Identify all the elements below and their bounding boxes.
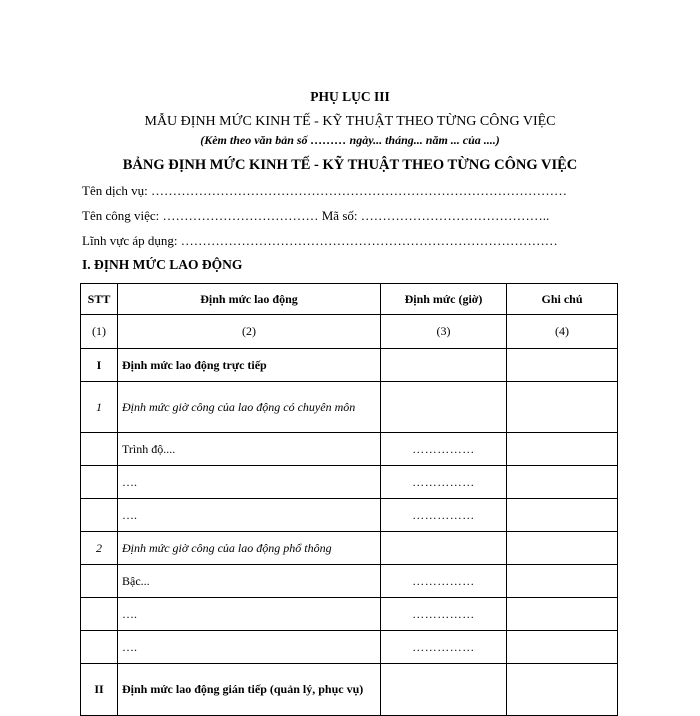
row-stt (81, 631, 118, 664)
row-description: Định mức giờ công của lao động có chuyên môn (118, 382, 381, 433)
row-value: …………… (381, 565, 507, 598)
col-number: (4) (507, 315, 618, 349)
row-description: Định mức lao động gián tiếp (quản lý, phục vụ) (118, 664, 381, 716)
row-note (507, 349, 618, 382)
header-hours: Định mức (giờ) (381, 284, 507, 315)
row-stt: II (81, 664, 118, 716)
row-value (381, 532, 507, 565)
column-number-row (81, 315, 618, 349)
table-row (81, 349, 618, 382)
table-header-row (81, 284, 618, 315)
table-row (81, 664, 618, 716)
row-stt (81, 433, 118, 466)
row-description: Định mức lao động trực tiếp (118, 349, 381, 382)
row-note (507, 499, 618, 532)
table-row (81, 631, 618, 664)
row-stt (81, 499, 118, 532)
row-stt: I (81, 349, 118, 382)
row-description: Bậc... (118, 565, 381, 598)
document-reference: (Kèm theo văn bản số ……… ngày... tháng... năm ... của ....) (200, 133, 500, 147)
table-row (81, 499, 618, 532)
col-number: (1) (81, 315, 118, 349)
col-number: (2) (118, 315, 381, 349)
row-value: …………… (381, 466, 507, 499)
row-description: …. (118, 499, 381, 532)
table-title: BẢNG ĐỊNH MỨC KINH TẾ - KỸ THUẬT THEO TỪNG CÔNG VIỆC (122, 157, 578, 173)
row-note (507, 433, 618, 466)
header-stt: STT (81, 284, 118, 315)
header-labor-norm: Định mức lao động (118, 284, 381, 315)
row-stt: 2 (81, 532, 118, 565)
row-note (507, 598, 618, 631)
row-description: Định mức giờ công của lao động phổ thông (118, 532, 381, 565)
row-note (507, 631, 618, 664)
row-value (381, 382, 507, 433)
table-row (81, 565, 618, 598)
row-value: …………… (381, 499, 507, 532)
labor-norm-table (80, 283, 618, 716)
appendix-label: PHỤ LỤC III (310, 89, 390, 104)
header-notes: Ghi chú (507, 284, 618, 315)
row-value: …………… (381, 598, 507, 631)
section-title: I. ĐỊNH MỨC LAO ĐỘNG (82, 257, 243, 272)
row-stt (81, 565, 118, 598)
row-note (507, 664, 618, 716)
row-description: …. (118, 631, 381, 664)
row-value (381, 664, 507, 716)
row-description: …. (118, 466, 381, 499)
row-note (507, 565, 618, 598)
row-note (507, 382, 618, 433)
row-stt (81, 598, 118, 631)
row-description: Trình độ.... (118, 433, 381, 466)
application-field: Lĩnh vực áp dụng: …………………………………………………………………………… (82, 233, 558, 248)
row-note (507, 466, 618, 499)
row-value: …………… (381, 631, 507, 664)
col-number: (3) (381, 315, 507, 349)
table-row (81, 532, 618, 565)
table-row (81, 382, 618, 433)
table-row (81, 433, 618, 466)
table-row (81, 466, 618, 499)
service-name-field: Tên dịch vụ: …………………………………………………………………………………… (82, 183, 567, 198)
row-note (507, 532, 618, 565)
form-title: MẪU ĐỊNH MỨC KINH TẾ - KỸ THUẬT THEO TỪNG CÔNG VIỆC (144, 114, 556, 129)
row-value: …………… (381, 433, 507, 466)
row-stt (81, 466, 118, 499)
job-name-field: Tên công việc: ……………………………… Mã số: …………………………………….. (82, 208, 550, 223)
row-value (381, 349, 507, 382)
table-row (81, 598, 618, 631)
row-description: …. (118, 598, 381, 631)
row-stt: 1 (81, 382, 118, 433)
